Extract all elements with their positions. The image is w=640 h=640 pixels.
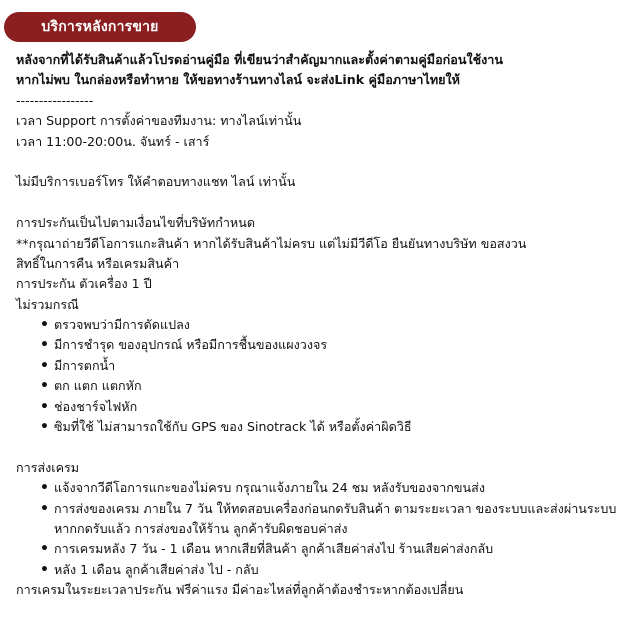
list-item: • ตก แตก แตกหัก: [40, 376, 630, 396]
list-item: • การส่งของเครม ภายใน 7 วัน ให้ทดสอบเครื่องก่อนกดรับสินค้า ตามระยะเวลา ของระบบและส่งผ่านระบบ หากกดรับแล้ว การส่งของให้ร้าน ลูกค้ารับผิดชอบค่าส่ง: [40, 499, 630, 540]
video-note-line-2: สิทธิ์ในการคืน หรือเครมสินค้า: [16, 255, 180, 271]
support-hours-title: เวลา Support การตั้งค่าของทีมงาน: ทางไลน์เท่านั้น: [16, 113, 302, 129]
list-item: • มีการตกน้ำ: [40, 356, 630, 376]
list-item: • มีการชำรุด ของอุปกรณ์ หรือมีการชื้นของแผงวงจร: [40, 335, 630, 355]
list-item: • การเครมหลัง 7 วัน - 1 เดือน หากเสียที่สินค้า ลูกค้าเสียค่าส่งไป ร้านเสียค่าส่งกลับ: [40, 539, 630, 559]
divider-text: -----------------: [16, 92, 94, 108]
intro-line-1: หลังจากที่ได้รับสินค้าแล้วโปรดอ่านคู่มือ ที่เขียนว่าสำคัญมากและตั้งค่าตามคู่มือก่อนใช้งาน: [16, 52, 503, 67]
section-header-title: บริการหลังการขาย: [41, 19, 159, 35]
list-item: • ช่องชาร์จไฟหัก: [40, 397, 630, 417]
exclusions-list: [16, 315, 630, 437]
list-item: • ซิมที่ใช้ ไม่สามารถใช้กับ GPS ของ Sinotrack ได้ หรือตั้งค่าผิดวิธี: [40, 417, 630, 437]
claim-footer: การเครมในระยะเวลาประกัน ฟรีค่าแรง มีค่าอะไหล่ที่ลูกค้าต้องชำระหากต้องเปลี่ยน: [16, 582, 464, 598]
list-item: • หลัง 1 เดือน ลูกค้าเสียค่าส่ง ไป - กลับ: [40, 560, 630, 580]
policy-content: [16, 50, 630, 601]
warranty-policy: การประกันเป็นไปตามเงื่อนไขที่บริษัทกำหนด: [16, 215, 256, 231]
exclusions-title: ไม่รวมกรณี: [16, 296, 79, 312]
claim-title: การส่งเครม: [16, 459, 80, 475]
intro-line-2: หากไม่พบ ในกล่องหรือทำหาย ให้ขอทางร้านทางไลน์ จะส่งLink คู่มือภาษาไทยให้: [16, 72, 460, 88]
warranty-period: การประกัน ตัวเครื่อง 1 ปี: [16, 276, 152, 292]
video-note-line-1: **กรุณาถ่ายวีดีโอการแกะสินค้า หากได้รับสินค้าไม่ครบ แต่ไม่มีวีดีโอ ยืนยันทางบริษัท ขอสงวน: [16, 235, 527, 251]
section-header-badge: [4, 12, 196, 42]
claim-list: [16, 478, 630, 580]
list-item: • ตรวจพบว่ามีการดัดแปลง: [40, 315, 630, 335]
support-hours-time: เวลา 11:00-20:00น. จันทร์ - เสาร์: [16, 133, 210, 149]
contact-note: ไม่มีบริการเบอร์โทร ให้คำตอบทางแชท ไลน์ เท่านั้น: [16, 174, 296, 190]
list-item: • แจ้งจากวีดีโอการแกะของไม่ครบ กรุณาแจ้งภายใน 24 ชม หลังรับของจากขนส่ง: [40, 478, 630, 498]
